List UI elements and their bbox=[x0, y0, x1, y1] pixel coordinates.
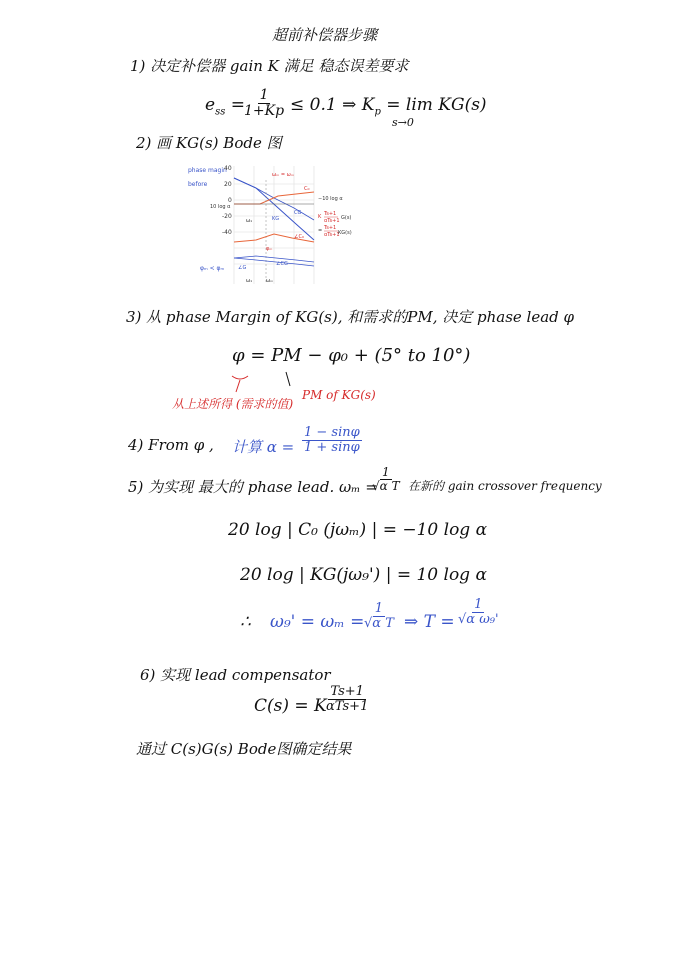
lead-frac-den: αTs+1 bbox=[326, 698, 369, 714]
step1-text: 1) 决定补偿器 gain K 满足 稳态误差要求 bbox=[130, 57, 409, 75]
kg-s-label: KG(s) bbox=[338, 230, 352, 236]
y-tick-0: 0 bbox=[228, 197, 232, 204]
w1-label: ω₁ bbox=[246, 218, 253, 224]
ess-symbol bbox=[205, 95, 245, 117]
lead-frac-num: Ts+1 bbox=[330, 684, 364, 699]
phase-cg-label: ∠CG bbox=[276, 261, 288, 267]
alpha-frac-den: 1 + sinφ bbox=[304, 439, 360, 455]
ess-label: e bbox=[205, 95, 216, 115]
step5-eq1: 20 log | C₀ (jωₘ) | = −10 log α bbox=[228, 520, 488, 540]
neg-10loga-label: −10 log α bbox=[318, 196, 343, 202]
ess-sub: ss bbox=[215, 106, 226, 118]
y-tick-neg20: -20 bbox=[222, 213, 232, 220]
final-note: 通过 C(s)G(s) Bode图确定结果 bbox=[136, 740, 352, 758]
alpha-fraction bbox=[302, 426, 362, 454]
step2-text: 2) 画 KG(s) Bode 图 bbox=[136, 134, 282, 152]
w-label-1: ω₁ bbox=[246, 278, 253, 284]
kp-lim: = lim KG(s) bbox=[386, 95, 487, 115]
tf1-num: Ts+1 bbox=[324, 211, 337, 217]
axis-10loga: 10 log α bbox=[210, 204, 231, 210]
lead-fraction bbox=[326, 685, 368, 713]
cg-label: CG bbox=[294, 210, 302, 216]
c0-label: C₀ bbox=[304, 186, 310, 192]
phi-m-label: φₘ bbox=[266, 246, 273, 252]
eq-label: = bbox=[318, 228, 323, 234]
y-tick-20: 20 bbox=[224, 181, 232, 188]
tf2-num: Ts+1 bbox=[324, 225, 337, 231]
step3-annot-right: PM of KG(s) bbox=[302, 388, 376, 402]
ess-fraction bbox=[244, 88, 284, 118]
wg-frac-den: √α T bbox=[364, 615, 394, 631]
step5-text-a: 5) 为实现 最大的 phase lead. ωₘ = bbox=[128, 478, 378, 496]
step3-annot-arrows bbox=[228, 370, 298, 394]
t-frac-den: √α ω₉' bbox=[458, 611, 499, 627]
therefore-symbol: ∴ bbox=[240, 612, 251, 632]
kp-condition bbox=[290, 95, 487, 117]
fig-note-before: before bbox=[188, 181, 208, 188]
tf1-den: αTs+1 bbox=[324, 218, 340, 224]
y-tick-neg40: -40 bbox=[222, 229, 232, 236]
wm-fraction bbox=[372, 466, 400, 492]
wg-frac-num: 1 bbox=[374, 601, 384, 616]
step4-text: 4) From φ , bbox=[128, 436, 214, 454]
alpha-frac-num: 1 − sinφ bbox=[304, 425, 360, 440]
ess-frac-den: 1+Kp bbox=[244, 102, 285, 119]
kp-cond-text: ≤ 0.1 ⇒ K bbox=[290, 95, 375, 115]
step6-text: 6) 实现 lead compensator bbox=[140, 666, 331, 684]
step5-eq3-b: ⇒ T = bbox=[404, 612, 455, 632]
step6-eq: C(s) = K bbox=[254, 696, 327, 716]
y-tick-40: 40 bbox=[224, 165, 232, 172]
phase-c0-label: ∠C₀ bbox=[294, 234, 304, 240]
bode-figure bbox=[186, 162, 356, 287]
step5-text-b: 在新的 gain crossover frequency bbox=[408, 479, 602, 493]
w-label-m: ωₘ bbox=[266, 278, 274, 284]
wm-label: ωₘ = ωₘ bbox=[272, 172, 294, 178]
wm-frac-num: 1 bbox=[381, 465, 390, 479]
lim-subscript: s→0 bbox=[392, 116, 414, 129]
step3-equation: φ = PM − φ₀ + (5° to 10°) bbox=[232, 345, 471, 366]
step3-text: 3) 从 phase Margin of KG(s), 和需求的PM, 决定 phase lead φ bbox=[126, 308, 575, 326]
tf2-den: αTs+1 bbox=[324, 232, 340, 238]
phase-g-label: ∠G bbox=[238, 265, 247, 271]
wg-fraction bbox=[364, 602, 394, 630]
step5-eq3-a: ω₉' = ωₘ = bbox=[270, 612, 365, 632]
page-title: 超前补偿器步骤 bbox=[272, 26, 378, 44]
fig-note-phase-margin: phase magin bbox=[188, 167, 227, 174]
ess-eq: = bbox=[230, 95, 245, 115]
fig-note-phi: φₘ < φₘ bbox=[200, 265, 225, 272]
kg-label: KG bbox=[272, 216, 280, 222]
g-label: G(s) bbox=[341, 215, 352, 221]
t-fraction bbox=[458, 598, 499, 626]
k-label: K bbox=[318, 214, 322, 220]
kp-sub: p bbox=[374, 106, 381, 118]
step3-annot-left: 从上述所得 (需求的值) bbox=[172, 397, 294, 411]
step5-eq2: 20 log | KG(jω₉') | = 10 log α bbox=[240, 565, 487, 585]
t-frac-num: 1 bbox=[474, 597, 483, 612]
wm-frac-den: √α T bbox=[372, 478, 400, 493]
ess-frac-num: 1 bbox=[259, 87, 269, 103]
step4-calc: 计算 α = bbox=[232, 438, 295, 456]
